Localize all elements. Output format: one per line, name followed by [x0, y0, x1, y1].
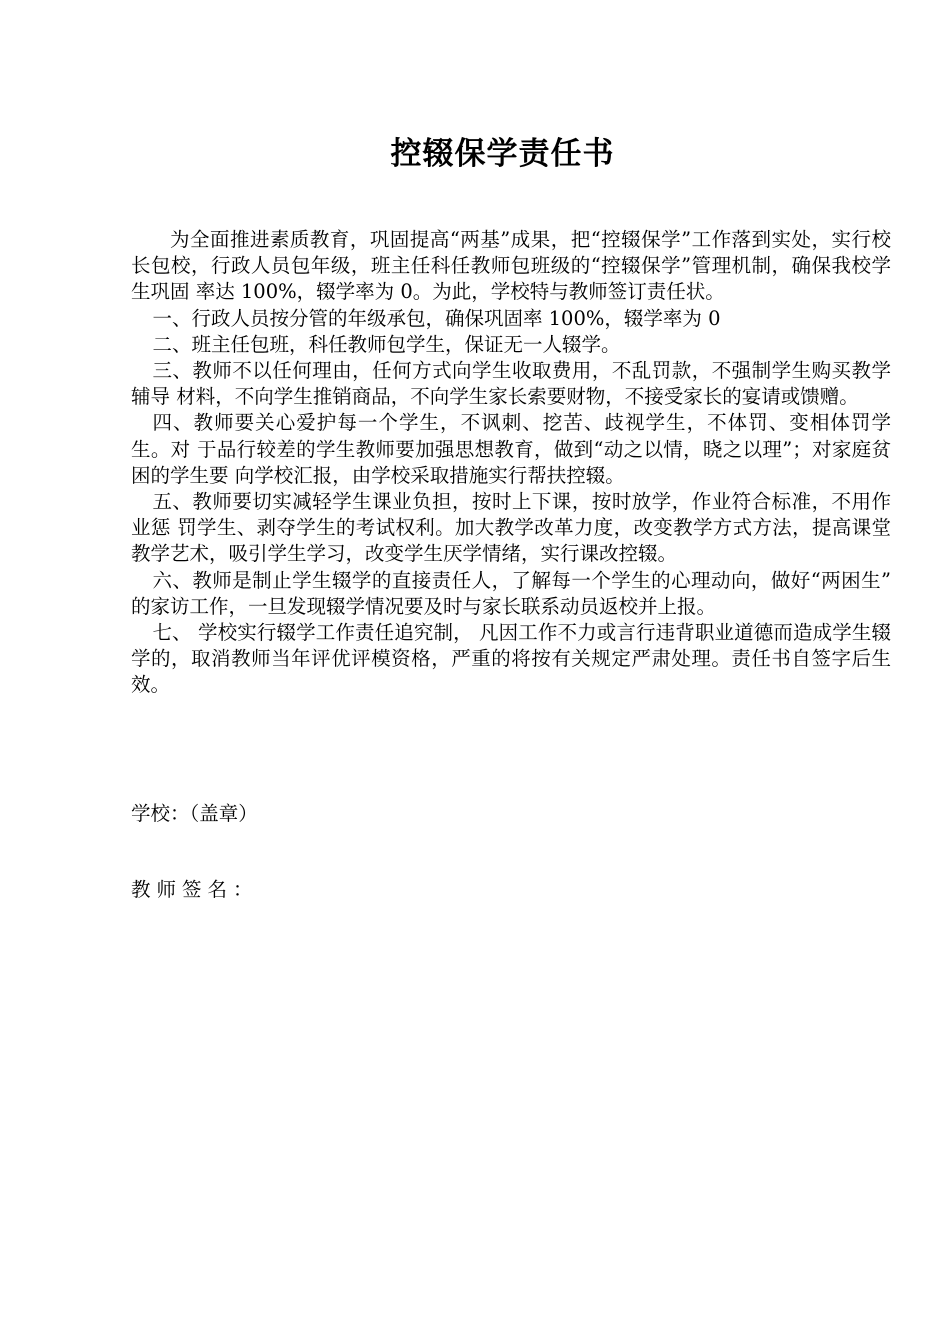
clause-3: 三、教师不以任何理由，任何方式向学生收取费用，不乱罚款，不强制学生购买教学辅导 材料，不向学生推销商品，不向学生家长索要财物，不接受家长的宴请或馈赠。: [131, 359, 891, 409]
clause-1: 一、行政人员按分管的年级承包，确保巩固率 100%，辍学率为 0: [152, 306, 721, 330]
teacher-signature-label: 教师签名：: [131, 878, 259, 901]
document-title: 控辍保学责任书: [390, 136, 615, 172]
clause-5: 五、教师要切实减轻学生课业负担，按时上下课，按时放学，作业符合标准，不用作业惩 罚学生、剥夺学生的考试权利。加大教学改革力度，改变教学方式方法，提高课堂教学艺术，吸引学生学习，改变学生厌学情绪，实行课改控辍。: [131, 490, 891, 566]
document-body: [131, 227, 891, 699]
clause-6: 六、教师是制止学生辍学的直接责任人，了解每一个学生的心理动向，做好“两困生” 的家访工作，一旦发现辍学情况要及时与家长联系动员返校并上报。: [131, 568, 891, 618]
clause-4: 四、教师要关心爱护每一个学生，不讽刺、挖苦、歧视学生，不体罚、变相体罚学生。对 于品行较差的学生教师要加强思想教育，做到“动之以情，晓之以理”；对家庭贫困的学生要 向学校汇报，由学校采取措施实行帮扶控辍。: [131, 411, 891, 487]
intro-paragraph: 为全面推进素质教育，巩固提高“两基”成果，把“控辍保学”工作落到实处，实行校长包校，行政人员包年级，班主任科任教师包班级的“控辍保学”管理机制，确保我校学生巩固 率达 100%，辍学率为 0。为此，学校特与教师签订责任状。: [131, 228, 891, 304]
clause-2: 二、班主任包班，科任教师包学生，保证无一人辍学。: [152, 332, 621, 356]
school-seal-label: 学校：（盖章）: [131, 802, 258, 825]
clause-7: 七、 学校实行辍学工作责任追究制， 凡因工作不力或言行违背职业道德而造成学生辍学的，取消教师当年评优评模资格，严重的将按有关规定严肃处理。责任书自签字后生效。: [131, 621, 891, 697]
